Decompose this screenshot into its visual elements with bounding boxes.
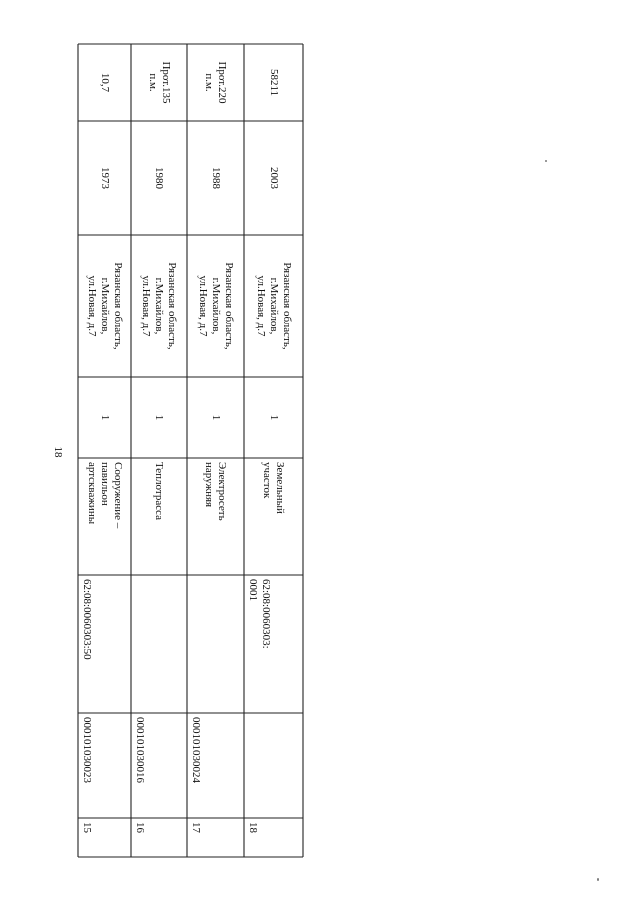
- row-number-cell: [244, 818, 303, 857]
- name-cell: [187, 458, 244, 575]
- value-cell: [131, 44, 187, 121]
- address-cell: [78, 235, 131, 377]
- value-cell-text: 10,7: [99, 72, 111, 93]
- address-cell: [244, 235, 303, 377]
- cadastral-cell-text: 62:08:0060303:: [260, 579, 272, 649]
- row-number-cell-text: 17: [190, 822, 202, 833]
- cadastral-cell: [187, 575, 244, 713]
- address-cell-text: ул.Новая, д.7: [86, 275, 98, 337]
- cadastral-cell: [244, 575, 303, 713]
- value-cell: [78, 44, 131, 121]
- name-cell: [78, 458, 131, 575]
- name-cell-text: Сооружение –: [112, 462, 124, 529]
- name-cell-text: Электросеть: [216, 462, 229, 521]
- address-cell-text: ул.Новая, д.7: [140, 275, 153, 337]
- address-cell-text: ул.Новая, д.7: [255, 275, 267, 337]
- year-cell-text: 1980: [153, 167, 166, 189]
- address-cell: [187, 235, 244, 377]
- inventory-cell-text: 000101030024: [190, 717, 202, 783]
- quantity-cell-text: 1: [268, 414, 280, 421]
- scan-speck: [597, 878, 599, 881]
- value-cell: [244, 44, 303, 121]
- address-cell-text: Рязанская область,: [166, 262, 179, 350]
- name-cell: [131, 458, 187, 575]
- inventory-cell: [187, 713, 244, 818]
- value-cell-text: 58211: [268, 68, 280, 97]
- address-cell-text: г.Михайлов,: [268, 277, 280, 335]
- address-cell-text: Рязанская область,: [223, 262, 235, 350]
- address-cell-text: г.Михайлов,: [210, 277, 222, 335]
- name-cell-text: участок: [261, 462, 274, 499]
- inventory-cell-text: 000101030016: [134, 717, 146, 783]
- inventory-cell-text: 000101030023: [81, 717, 93, 783]
- name-cell-text: Теплотрасса: [153, 462, 166, 521]
- inventory-cell: [78, 713, 131, 818]
- value-cell: [187, 44, 244, 121]
- name-cell-text: наружняя: [203, 462, 216, 508]
- name-cell-text: артскважины: [86, 462, 98, 525]
- year-cell: [244, 121, 303, 235]
- cadastral-cell-text: 62:08:0060303:50: [81, 579, 93, 660]
- row-number-cell: [131, 818, 187, 857]
- name-cell-text: Земельный: [274, 462, 287, 514]
- value-cell-text: Прот.135: [160, 61, 172, 104]
- row-number-cell-text: 18: [247, 822, 259, 833]
- quantity-cell: [244, 377, 303, 458]
- year-cell: [78, 121, 131, 235]
- row-number-cell: [187, 818, 244, 857]
- quantity-cell: [78, 377, 131, 458]
- year-cell-text: 1973: [99, 167, 111, 189]
- row-number-cell-text: 15: [81, 822, 93, 833]
- inventory-cell: [244, 713, 303, 818]
- cadastral-cell: [131, 575, 187, 713]
- name-cell-text: павильон: [99, 462, 111, 506]
- address-cell-text: г.Михайлов,: [99, 277, 111, 335]
- row-number-cell-text: 16: [134, 822, 146, 833]
- quantity-cell-text: 1: [153, 414, 166, 421]
- quantity-cell-text: 1: [210, 414, 222, 421]
- address-cell-text: ул.Новая, д.7: [197, 275, 209, 337]
- address-cell-text: Рязанская область,: [281, 262, 293, 350]
- year-cell-text: 2003: [268, 167, 280, 189]
- quantity-cell: [131, 377, 187, 458]
- cadastral-cell: [78, 575, 131, 713]
- value-cell-text: п.м.: [203, 73, 216, 92]
- row-number-cell: [78, 818, 131, 857]
- name-cell: [244, 458, 303, 575]
- year-cell: [131, 121, 187, 235]
- scan-speck: [545, 160, 547, 162]
- quantity-cell-text: 1: [99, 414, 111, 421]
- year-cell: [187, 121, 244, 235]
- page-number: 18: [52, 446, 64, 458]
- value-cell-text: Прот.220: [216, 61, 229, 104]
- address-cell: [131, 235, 187, 377]
- address-cell-text: Рязанская область,: [112, 262, 124, 350]
- year-cell-text: 1988: [210, 167, 222, 189]
- quantity-cell: [187, 377, 244, 458]
- address-cell-text: г.Михайлов,: [153, 277, 166, 335]
- cadastral-cell-text: 0001: [247, 579, 259, 601]
- value-cell-text: п.м.: [147, 73, 159, 92]
- inventory-cell: [131, 713, 187, 818]
